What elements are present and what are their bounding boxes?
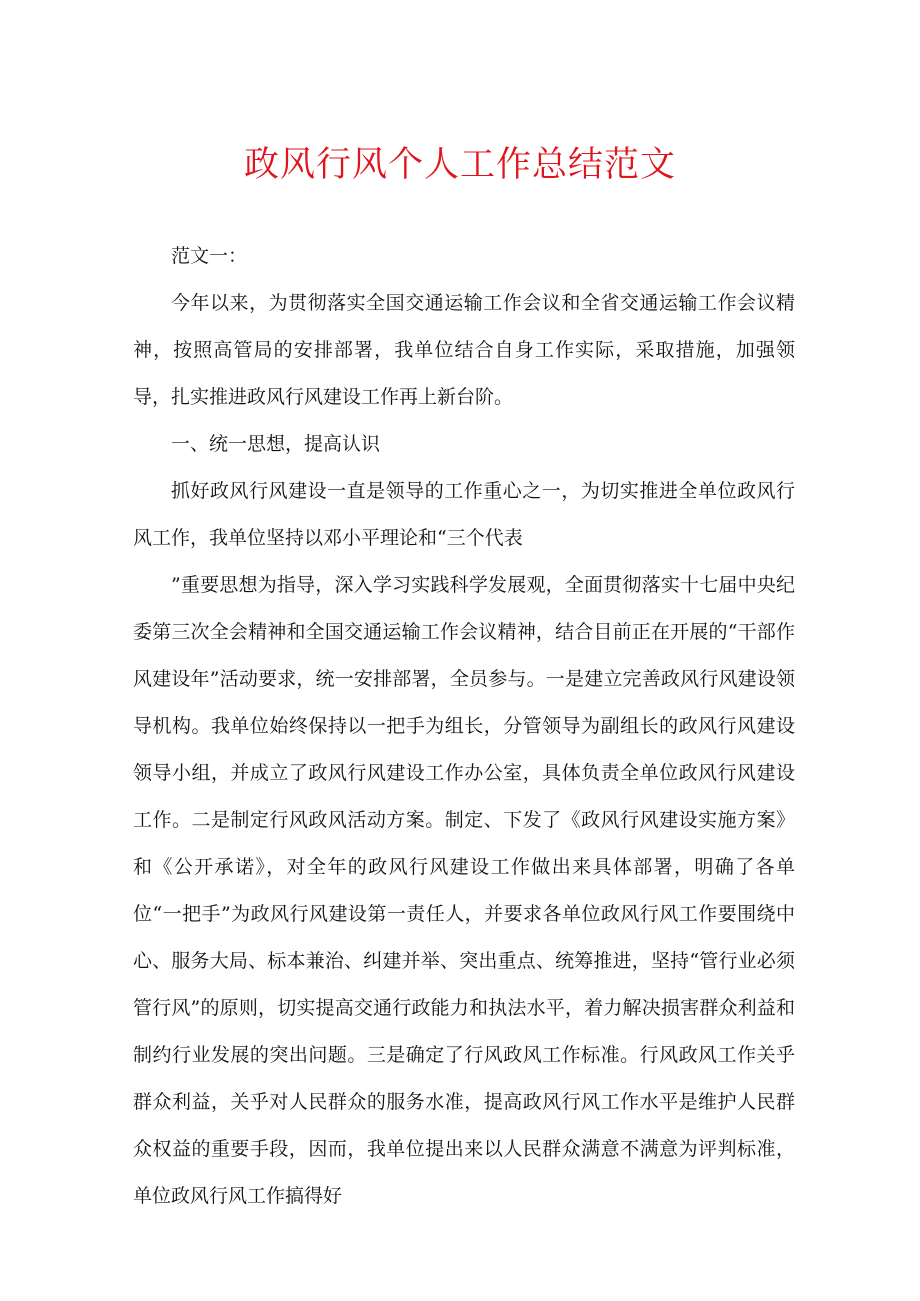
body-paragraph-1: 抓好政风行风建设一直是领导的工作重心之一，为切实推进全单位政风行风工作，我单位坚持以邓小平理论和“三个代表 [133,480,795,549]
body-paragraph-2: ”重要思想为指导，深入学习实践科学发展观，全面贯彻落实十七届中央纪委第三次全会精神和全国交通运输工作会议精神，结合目前正在开展的“干部作风建设年”活动要求，统一安排部署，全员参与。一是建立完善政风行风建设领导机构。我单位始终保持以一把手为组长，分管领导为副组长的政风行风建设领导小组，并成立了政风行风建设工作办公室，具体负责全单位政风行风建设工作。二是制定行风政风活动方案。制定、下发了《政风行风建设实施方案》和《公开承诺》，对全年的政风行风建设工作做出来具体部署，明确了各单位“一把手”为政风行风建设第一责任人，并要求各单位政风行风工作要围绕中心、服务大局、标本兼治、纠建并举、突出重点、统筹推进，坚持“管行业必须管行风”的原则，切实提高交通行政能力和执法水平，着力解决损害群众利益和制约行业发展的突出问题。三是确定了行风政风工作标准。行风政风工作关乎群众利益，关乎对人民群众的服务水准，提高政风行风工作水平是维护人民群众权益的重要手段，因而，我单位提出来以人民群众满意不满意为评判标准，单位政风行风工作搞得好 [133,574,795,1207]
document-title: 政风行风个人工作总结范文 [243,145,676,185]
document-body [133,233,795,1220]
intro-paragraph: 今年以来，为贯彻落实全国交通运输工作会议和全省交通运输工作会议精神，按照高管局的安排部署，我单位结合自身工作实际，采取措施，加强领导，扎实推进政风行风建设工作再上新台阶。 [133,292,795,408]
section-heading: 一、统一思想，提高认识 [171,433,381,455]
section-label: 范文一： [171,245,248,267]
